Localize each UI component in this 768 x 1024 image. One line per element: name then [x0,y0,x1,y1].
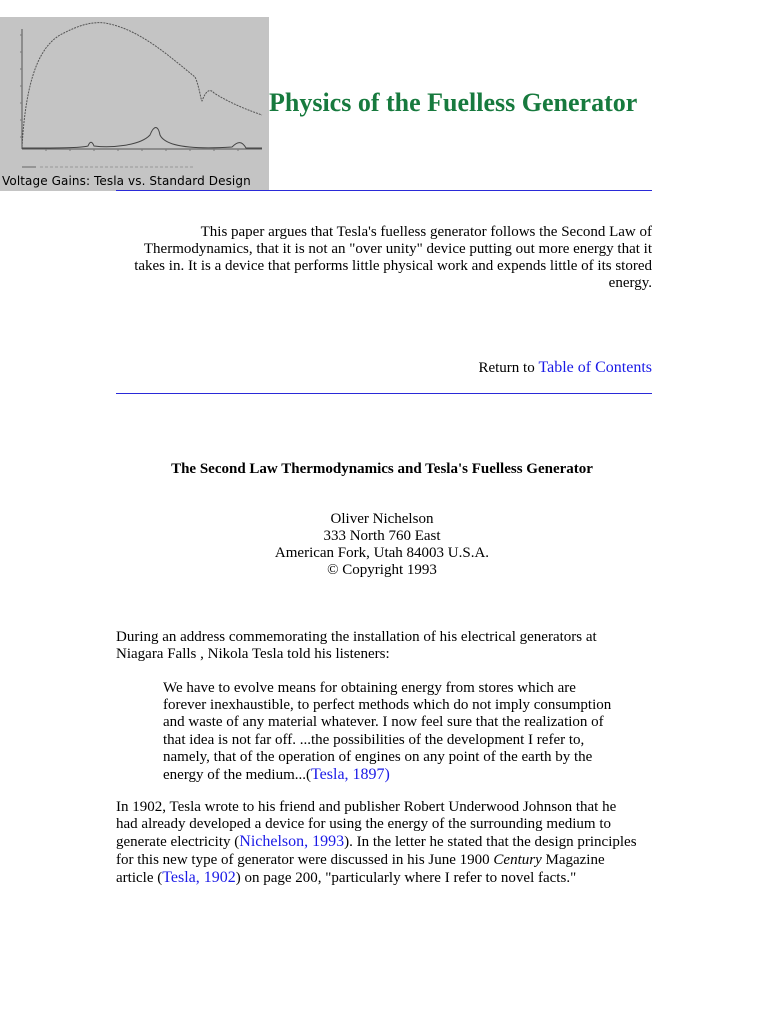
address-line-2: American Fork, Utah 84003 U.S.A. [274,545,490,561]
author-name: Oliver Nichelson [330,511,434,527]
divider-top [116,190,652,191]
divider-bottom [116,393,652,394]
tesla-1902-link[interactable]: Tesla, 1902 [162,868,236,886]
tesla-1897-link[interactable]: Tesla, 1897) [311,766,390,784]
quote-text: We have to evolve means for obtaining energy from stores which are forever inexhaustible, to perfect methods which do not imply consumption and waste of any material whatever. I now feel sure that the realization of that idea is not far off. ...the possibilities of the development I refer to, namely, that of the operation of engines on any point of the earth by the energy of the medium...( [163,680,612,784]
address-line-1: 333 North 760 East [323,528,441,544]
nichelson-1993-link[interactable]: Nichelson, 1993 [239,833,345,851]
figure-caption: Voltage Gains: Tesla vs. Standard Design [2,174,251,188]
copyright-line: © Copyright 1993 [327,562,437,578]
para2-part-b: ). In the letter he stated that the design principles for this new type of generator were discussed in his June 1900 [116,834,637,868]
second-paragraph [116,799,641,887]
para2-part-c: Magazine article ( [116,851,605,886]
page-title: Physics of the Fuelless Generator [269,88,638,117]
century-italic: Century [493,851,542,868]
header-figure [0,17,269,191]
abstract-paragraph: This paper argues that Tesla's fuelless generator follows the Second Law of Thermodynamics, that it is not an "over unity" device putting out more energy that it takes in. It is a device that performs little physical work and expends little of its stored energy. [134,224,652,291]
intro-paragraph: During an address commemorating the installation of his electrical generators at Niagara Falls , Nikola Tesla told his listeners: [116,629,597,663]
tesla-quote [163,680,613,784]
author-block [116,511,648,579]
table-of-contents-link[interactable]: Table of Contents [538,359,652,376]
paper-title: The Second Law Thermodynamics and Tesla's Fuelless Generator [171,461,593,477]
voltage-gain-plot-graphic [0,17,269,191]
return-prefix: Return to [478,360,539,376]
return-nav [116,358,652,378]
para2-part-d: ) on page 200, "particularly where I refer to novel facts." [235,869,577,886]
para2-part-a: In 1902, Tesla wrote to his friend and publisher Robert Underwood Johnson that he had already developed a device for using the energy of the surrounding medium to generate electricity ( [116,799,617,851]
